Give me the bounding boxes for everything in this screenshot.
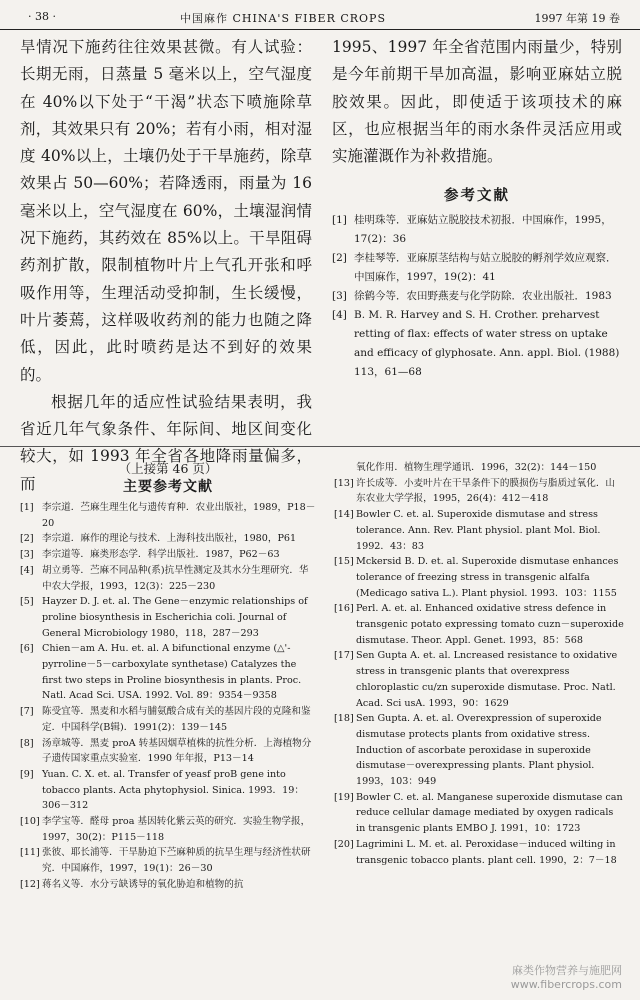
reference-number: [12]: [20, 878, 40, 890]
reference-text: 李桂琴等．亚麻原茎结构与姑立脱胶的孵剂学效应观察．中国麻作，1997，19(2)：41: [354, 252, 617, 284]
watermark-name: 麻类作物营养与施肥网: [512, 964, 622, 977]
reference-number: [7]: [20, 706, 34, 718]
body-paragraph: 根据几年的适应性试验结果表明，我省近几年气象条件、年际间、地区间变化较大，如 1993 年全省各地降雨量偏多，而: [20, 392, 312, 493]
reference-text: 许长成等．小麦叶片在干旱条件下的膜损伤与脂质过氧化．山东农业大学学报，1995，26(4)：412－418: [356, 477, 616, 505]
reference-number: [20]: [334, 838, 354, 850]
reference-number: [9]: [20, 768, 34, 780]
reference-text: 蒋名义等．水分亏缺诱导的氧化胁迫和植物的抗: [42, 878, 244, 890]
reference-number: [8]: [20, 737, 34, 749]
reference-number: [6]: [20, 643, 34, 655]
reference-item: [332, 306, 622, 382]
reference-text: Sen Gupta. A. et. al. Overexpression of superoxide dismutase protects plants from oxidative stress. Induction of ascorbate peroxidase in superoxide dismutase－overexpressing plants. Plant physiol. 1993，103：949: [356, 713, 602, 788]
reference-item: [20, 845, 316, 876]
reference-number: [4]: [20, 564, 34, 576]
reference-item: [20, 704, 316, 735]
reference-text: B. M. R. Harvey and S. H. Crother. preharvest retting of flax: effects of water stress on uptake and efficacy of glyphosate. Ann. appl. Biol. (1988) 113，61—68: [354, 309, 620, 379]
right-column: [332, 34, 622, 382]
reference-number: [1]: [20, 502, 34, 513]
reference-item: [334, 601, 624, 648]
reference-text: 桂明珠等．亚麻姑立脱胶技术初报．中国麻作，1995，17(2)：36: [354, 214, 612, 246]
reference-item: [332, 211, 622, 249]
reference-text: 陈受宜等．黑麦和水稻与脯氨酸合成有关的基因片段的克隆和鉴定．中国科学(B辑)．1991(2)：139－145: [42, 706, 311, 733]
reference-list: [334, 460, 624, 868]
reference-continuation: 氧化作用．植物生理学通讯．1996，32(2)：144－150: [356, 462, 597, 473]
reference-item: [334, 648, 624, 711]
reference-number: [2]: [20, 533, 34, 545]
continued-references-section: [0, 460, 640, 990]
reference-item: [334, 837, 624, 868]
reference-text: 张彼、耶长浦等．干旱胁迫下苎麻种质的抗旱生理与经济性状研究．中国麻作，1997，19(1)：26－30: [42, 847, 311, 875]
reference-item: [334, 476, 624, 507]
journal-title: 中国麻作 CHINA'S FIBER CROPS: [180, 12, 386, 25]
reference-item: [20, 877, 316, 893]
section-divider: [0, 446, 640, 447]
site-watermark: [511, 964, 622, 992]
reference-text: 汤章城等．黑麦 proA 转基因烟草植株的抗性分析．上海植物分子遗传国家重点实验室．1990 年年报，P13－14: [42, 737, 312, 765]
reference-text: Sen Gupta A. et. al. Lncreased resistance to oxidative stress in transgenic plants that overexpress chloroplastic cu/zn superoxide dismutase. Proc. Natl. Acad. Sci usA. 1993，90：1629: [356, 650, 618, 709]
reference-text: 李宗道．苎麻生理生化与遗传育种．农业出版社，1989，P18－20: [42, 502, 316, 529]
reference-number: [15]: [334, 556, 354, 568]
reference-item: [332, 287, 622, 306]
reference-text: Bowler C. et. al. Superoxide dismutase and stress tolerance. Ann. Rev. Plant physiol. plant Mol. Biol. 1992．43：83: [356, 509, 601, 552]
reference-text: Chien－am A. Hu. et. al. A bifunctional enzyme (△'- pyrroline－5－carboxylate synthetase) Catalyzes the first two steps in Proline biosynthesis in plants. Proc. Natl. Acad Sci. USA. 1992. Vol. 89：9354－9358: [42, 643, 302, 702]
body-paragraph: 1995、1997 年全省范围内雨量少，特别是今年前期干旱加高温，影响亚麻姑立脱胶效果。因此，即使适于该项技术的麻区，也应根据当年的雨水条件灵活应用或实施灌溉作为补救措施。: [332, 38, 622, 166]
reference-number: [14]: [334, 509, 354, 521]
bottom-left-column: [20, 460, 316, 893]
reference-number: [19]: [334, 791, 354, 803]
reference-list: [20, 500, 316, 893]
reference-text: 李宗道等．麻类形态学．科学出版社．1987，P62－63: [42, 549, 280, 561]
reference-text: 李宗道．麻作的理论与技术．上海科技出版社，1980，P61: [42, 533, 297, 545]
reference-number: [18]: [334, 713, 354, 725]
reference-list: [332, 211, 622, 382]
reference-number: [2]: [332, 252, 347, 265]
reference-item: [20, 500, 316, 531]
page-number: · 38 ·: [28, 10, 56, 23]
watermark-url: www.fibercrops.com: [510, 978, 622, 991]
page-header: [0, 0, 640, 30]
reference-item: [20, 531, 316, 547]
reference-number: [3]: [20, 549, 34, 561]
reference-number: [4]: [332, 309, 347, 322]
reference-text: 徐鹤今等．农田野燕麦与化学防除．农业出版社．1983: [354, 290, 612, 303]
reference-text: Lagrimini L. M. et. al. Peroxidase－induced wilting in transgenic tobacco plants. plant cell. 1990，2：7－18: [356, 838, 617, 866]
reference-item: [20, 767, 316, 814]
reference-item: [20, 814, 316, 845]
reference-text: Perl. A. et. al. Enhanced oxidative stress defence in transgenic potato expressing tomato cuzn－superoxide dismutase. Theor. Appl. Genet. 1993，85：568: [356, 603, 624, 646]
reference-number: [3]: [332, 290, 347, 303]
reference-number: [13]: [334, 477, 354, 489]
reference-number: [17]: [334, 650, 354, 662]
main-references-heading: 主要参考文献: [123, 479, 213, 495]
reference-item: [334, 790, 624, 837]
reference-item: [334, 554, 624, 601]
reference-number: [16]: [334, 603, 354, 615]
left-column: [20, 34, 312, 498]
reference-number: [5]: [20, 596, 34, 608]
reference-item: [20, 547, 316, 563]
reference-item: [334, 711, 624, 790]
reference-number: [1]: [332, 214, 347, 227]
volume-label: 1997 年第 19 卷: [534, 12, 620, 25]
reference-text: 胡立勇等．苎麻不同品种(系)抗旱性测定及其水分生理研究．华中农大学报，1993，12(3)：225－230: [42, 564, 309, 592]
reference-item: [20, 563, 316, 594]
reference-text: Hayzer D. J. et. al. The Gene－enzymic relationships of proline biosynthesis in Escherichia coli. Journal of General Microbiology 1980，118，287－293: [42, 596, 308, 639]
reference-text: Mckersid B. D. et. al. Superoxide dismutase enhances tolerance of freezing stress in transgenic alfalfa (Medicago sativa L.). Plant physiol. 1993．103：1155: [356, 556, 619, 599]
reference-item: [334, 507, 624, 554]
bottom-right-column: [334, 460, 624, 868]
references-heading: 参考文献: [444, 187, 510, 205]
reference-item: [20, 641, 316, 704]
reference-text: Yuan. C. X. et. al. Transfer of yeasf proB gene into tobacco plants. Acta phytophysiol. Sinica. 1993．19：306－312: [42, 768, 304, 812]
body-paragraph: 旱情况下施药往往效果甚微。有人试验：长期无雨，日蒸量 5 毫米以上，空气湿度在 40%以下处于“干渴”状态下喷施除草剂，其效果只有 20%；若有小雨，相对湿度 40%以上，土壤仍处于干旱施药，除草效果占 50—60%；若降透雨，雨量为 16 毫米以上，空气湿度在 60%，土壤湿润情况下施药，其药效在 85%以上。干旱阻碍药剂扩散，限制植物叶片上气孔开张和呼吸作用等，生理活动受抑制，生长缓慢，叶片萎蔫，这样吸收药剂的能力也随之降低，因此，此时喷药是达不到好的效果的。: [20, 38, 312, 384]
continued-note: （上接第 46 页）: [118, 461, 218, 476]
reference-text: 李学宝等．醛母 proa 基因转化紫云英的研究．实验生物学报，1997，30(2)：P115－118: [42, 816, 311, 843]
reference-item: [20, 594, 316, 641]
reference-item: [332, 249, 622, 287]
reference-item: [20, 736, 316, 767]
reference-number: [10]: [20, 816, 40, 828]
reference-text: Bowler C. et. al. Manganese superoxide dismutase can reduce cellular damage mediated by oxygen radicals in transgenic plants EMBO J. 1991，10：1723: [356, 791, 623, 835]
reference-number: [11]: [20, 847, 40, 859]
